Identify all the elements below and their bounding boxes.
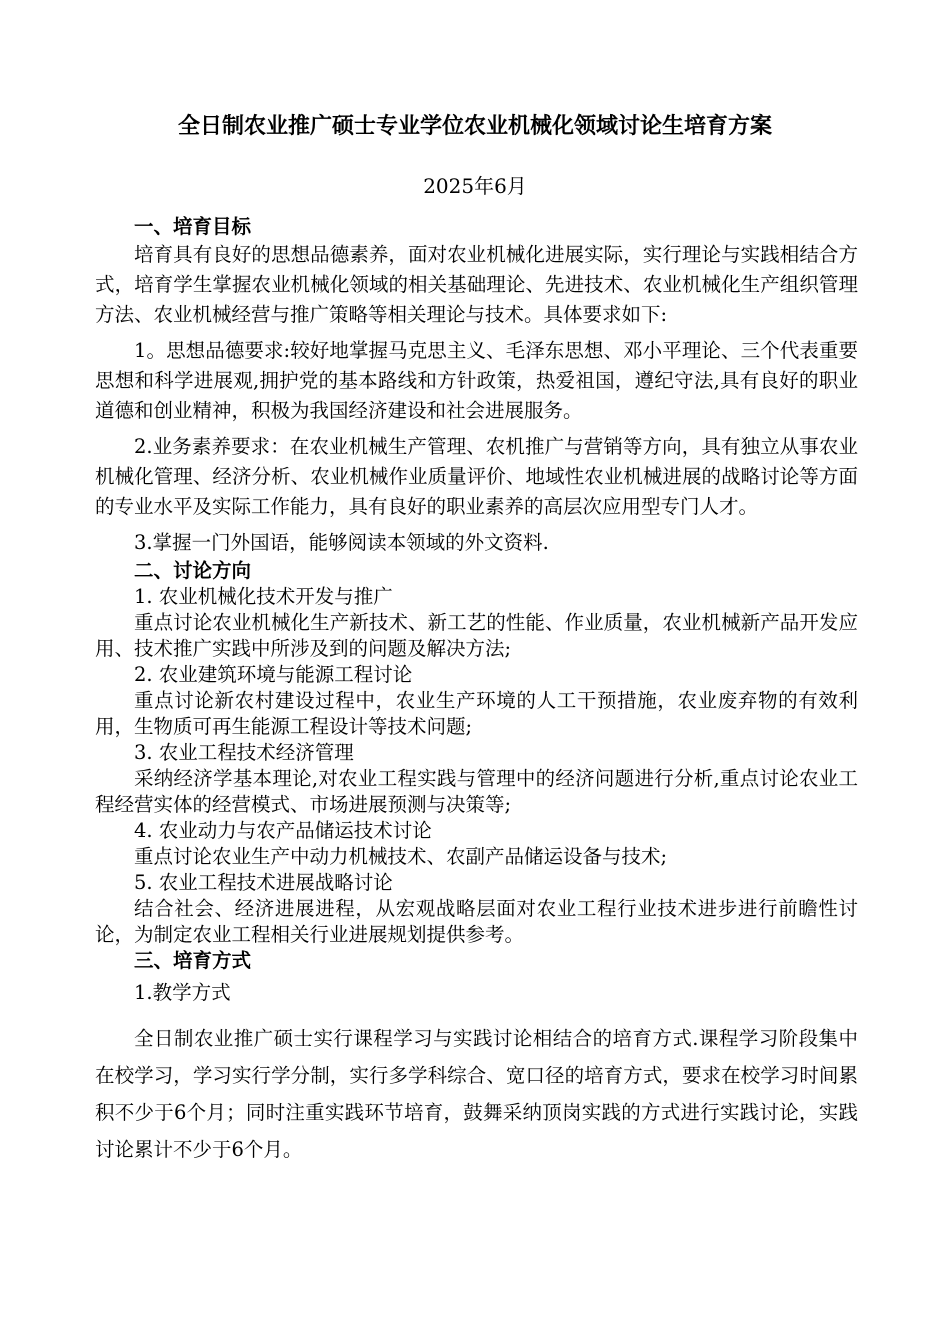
direction-1-text: 重点讨论农业机械化生产新技术、新工艺的性能、作业质量，农业机械新产品开发应用、技术推广实践中所涉及到的问题及解决方法;: [95, 611, 858, 660]
direction-1-title: 1. 农业机械化技术开发与推广: [134, 585, 393, 608]
goals-item-2: 2.业务素养要求：在农业机械生产管理、农机推广与营销等方向，具有独立从事农业机械化管理、经济分析、农业机械作业质量评价、地域性农业机械进展的战略讨论等方面的专业水平及实际工作能力，具有良好的职业素养的高层次应用型专门人才。: [95, 435, 858, 518]
goals-item-3: 3.掌握一门外国语，能够阅读本领域的外文资料.: [134, 531, 549, 554]
goals-intro-paragraph: 培育具有良好的思想品德素养，面对农业机械化进展实际，实行理论与实践相结合方式，培育学生掌握农业机械化领域的相关基础理论、先进技术、农业机械化生产组织管理方法、农业机械经营与推广策略等相关理论与技术。具体要求如下:: [95, 243, 858, 326]
direction-2-text: 重点讨论新农村建设过程中，农业生产环境的人工干预措施，农业废弃物的有效利用，生物质可再生能源工程设计等技术问题;: [95, 689, 858, 738]
document-title: 全日制农业推广硕士专业学位农业机械化领域讨论生培育方案: [177, 114, 772, 139]
direction-4-title: 4. 农业动力与农产品储运技术讨论: [134, 819, 432, 842]
direction-4-text: 重点讨论农业生产中动力机械技术、农副产品储运设备与技术;: [134, 845, 668, 868]
section-heading-goals: 一、培育目标: [134, 215, 252, 238]
methods-subheading-teaching: 1.教学方式: [134, 981, 231, 1004]
direction-3-text: 采纳经济学基本理论,对农业工程实践与管理中的经济问题进行分析,重点讨论农业工程经营实体的经营模式、市场进展预测与决策等;: [95, 767, 858, 816]
section-heading-directions: 二、讨论方向: [134, 559, 252, 582]
direction-3-title: 3. 农业工程技术经济管理: [134, 741, 354, 764]
document-date: 2025年6月: [423, 174, 527, 198]
direction-5-title: 5. 农业工程技术进展战略讨论: [134, 871, 393, 894]
document-body: [95, 214, 858, 1168]
goals-item-1: 1。思想品德要求:较好地掌握马克思主义、毛泽东思想、邓小平理论、三个代表重要思想和科学进展观,拥护党的基本路线和方针政策，热爱祖国，遵纪守法,具有良好的职业道德和创业精神，积极为我国经济建设和社会进展服务。: [95, 339, 858, 422]
section-heading-methods: 三、培育方式: [134, 949, 252, 972]
teaching-method-paragraph: 全日制农业推广硕士实行课程学习与实践讨论相结合的培育方式.课程学习阶段集中在校学习，学习实行学分制，实行多学科综合、宽口径的培育方式，要求在校学习时间累积不少于6个月；同时注重实践环节培育，鼓舞采纳顶岗实践的方式进行实践讨论，实践讨论累计不少于6个月。: [95, 1027, 858, 1161]
direction-2-title: 2. 农业建筑环境与能源工程讨论: [134, 663, 413, 686]
direction-5-text: 结合社会、经济进展进程，从宏观战略层面对农业工程行业技术进步进行前瞻性讨论，为制定农业工程相关行业进展规划提供参考。: [95, 897, 858, 946]
